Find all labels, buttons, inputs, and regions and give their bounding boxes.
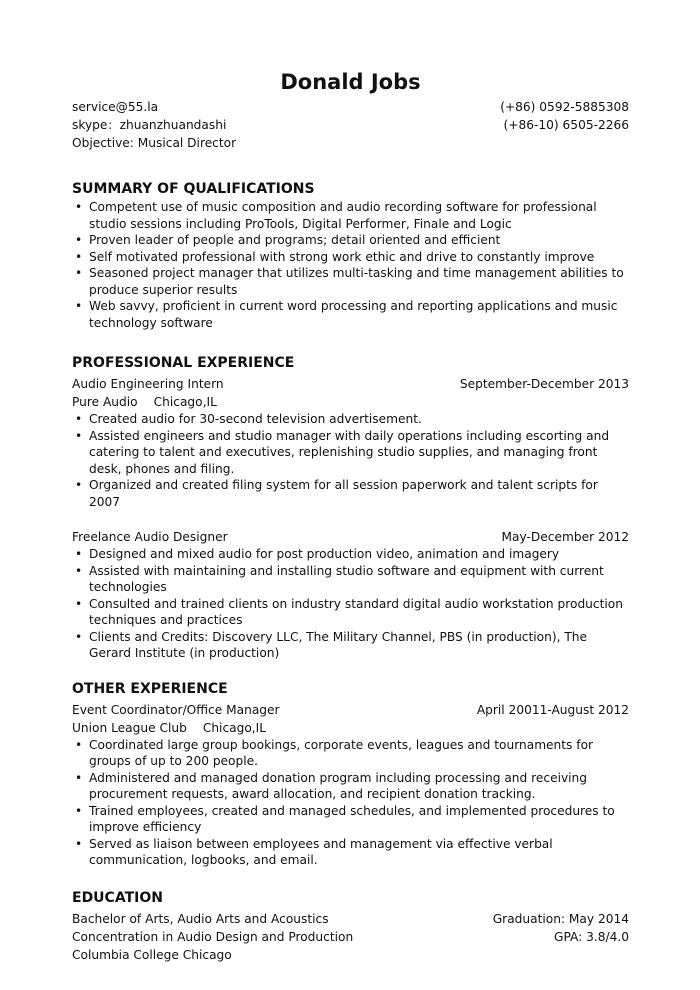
list-item: • Proven leader of people and programs; detail oriented and efficient xyxy=(72,232,629,249)
company-location: Chicago,IL xyxy=(153,395,217,409)
candidate-name: Donald Jobs xyxy=(280,70,421,94)
contact-row-1 xyxy=(72,98,629,116)
phone-secondary: (+86-10) 6505-2266 xyxy=(503,118,629,132)
job-header xyxy=(72,528,629,546)
job-dates: May-December 2012 xyxy=(501,530,629,544)
section-heading-qualifications: SUMMARY OF QUALIFICATIONS xyxy=(72,181,315,197)
list-item: • Trained employees, created and managed schedules, and implemented procedures to improve efficiency xyxy=(72,803,629,836)
list-item: • Created audio for 30-second television advertisement. xyxy=(72,411,629,428)
job-duties-list xyxy=(72,411,629,510)
company-location: Chicago,IL xyxy=(202,720,267,735)
job-title: Event Coordinator/Office Manager xyxy=(72,702,280,717)
list-item: • Designed and mixed audio for post production video, animation and imagery xyxy=(72,546,629,563)
list-item: • Clients and Credits: Discovery LLC, The Military Channel, PBS (in production), The Gerard Institute (in production) xyxy=(72,629,629,662)
job-employer xyxy=(72,719,629,737)
degree: Bachelor of Arts, Audio Arts and Acoustics xyxy=(72,911,329,926)
list-item: • Web savvy, proficient in current word processing and reporting applications and music technology software xyxy=(72,298,629,331)
list-item: • Consulted and trained clients on industry standard digital audio workstation production techniques and practices xyxy=(72,596,629,629)
section-heading-other: OTHER EXPERIENCE xyxy=(72,680,228,697)
list-item: • Organized and created filing system for all session paperwork and talent scripts for 2007 xyxy=(72,477,629,510)
list-item: • Competent use of music composition and audio recording software for professional studio sessions including ProTools, Digital Performer, Finale and Logic xyxy=(72,199,629,232)
contact-row-2 xyxy=(72,116,629,134)
job-dates: September-December 2013 xyxy=(459,377,629,391)
education-row-1 xyxy=(72,910,629,928)
job-employer xyxy=(72,393,629,411)
section-heading-education: EDUCATION xyxy=(72,889,163,906)
list-item: • Served as liaison between employees and management via effective verbal communication, logbooks, and email. xyxy=(72,836,629,869)
job-dates: April 20011-August 2012 xyxy=(476,702,629,717)
email: service@55.la xyxy=(72,100,159,114)
list-item: • Coordinated large group bookings, corporate events, leagues and tournaments for groups of up to 200 people. xyxy=(72,737,629,770)
job-header xyxy=(72,375,629,393)
skype: skype：zhuanzhuandashi xyxy=(72,118,227,132)
education-row-2 xyxy=(72,928,629,946)
objective: Objective: Musical Director xyxy=(72,136,237,150)
phone-primary: (+86) 0592-5885308 xyxy=(500,100,629,114)
company-name: Pure Audio xyxy=(72,395,138,409)
job-duties-list xyxy=(72,737,629,869)
section-heading-professional: PROFESSIONAL EXPERIENCE xyxy=(72,355,295,371)
qualifications-list xyxy=(72,199,629,331)
list-item: • Assisted with maintaining and installing studio software and equipment with current technologies xyxy=(72,563,629,596)
list-item: • Assisted engineers and studio manager with daily operations including escorting and catering to talent and executives, replenishing studio supplies, and managing front desk, phones and filing. xyxy=(72,428,629,478)
job-header xyxy=(72,701,629,719)
list-item: • Seasoned project manager that utilizes multi-tasking and time management abilities to produce superior results xyxy=(72,265,629,298)
job-title: Freelance Audio Designer xyxy=(72,530,228,544)
job-duties-list xyxy=(72,546,629,662)
list-item: • Self motivated professional with strong work ethic and drive to constantly improve xyxy=(72,249,629,266)
contact-block xyxy=(72,98,629,152)
school-name: Columbia College Chicago xyxy=(72,947,232,962)
spacer xyxy=(72,510,629,528)
concentration: Concentration in Audio Design and Production xyxy=(72,929,354,944)
list-item: • Administered and managed donation program including processing and receiving procurement requests, award allocation, and recipient donation tracking. xyxy=(72,770,629,803)
graduation-date: Graduation: May 2014 xyxy=(492,911,629,926)
company-name: Union League Club xyxy=(72,720,187,735)
gpa: GPA: 3.8/4.0 xyxy=(554,929,629,944)
job-title: Audio Engineering Intern xyxy=(72,377,224,391)
